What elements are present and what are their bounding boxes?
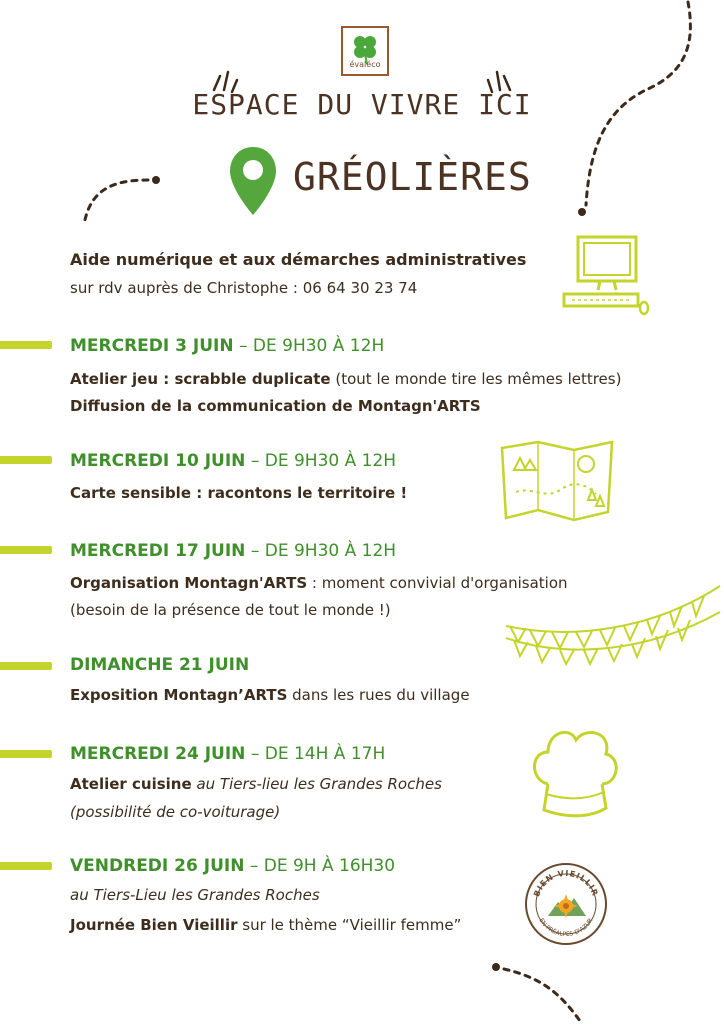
event-detail: (tout le monde tire les mêmes lettres) [330, 370, 622, 388]
section-marker [0, 456, 52, 464]
event-separator: – [245, 541, 265, 561]
event-hours: DE 9H À 16H30 [263, 856, 396, 876]
intro-contact: sur rdv auprès de Christophe : 06 64 30 23 74 [70, 279, 418, 297]
badge-bottom-text: EN PRÉALPES D'AZUR [537, 917, 595, 939]
event-header [70, 541, 396, 561]
location-pin-icon [228, 145, 278, 217]
chef-hat-icon [526, 722, 622, 822]
event-hours: DE 9H30 À 12H [252, 336, 385, 356]
section-marker [0, 341, 52, 349]
event-header [70, 451, 396, 471]
event-detail: dans les rues du village [287, 686, 470, 704]
event-line [70, 601, 391, 619]
event-separator: – [244, 856, 264, 876]
event-header [70, 336, 384, 356]
event-hours: DE 14H À 17H [264, 744, 386, 764]
event-header [70, 655, 249, 675]
event-activity: Atelier cuisine [70, 775, 192, 793]
event-separator: – [233, 336, 253, 356]
map-icon [496, 436, 618, 524]
event-date: MERCREDI 3 JUIN [70, 336, 234, 356]
event-separator: – [245, 744, 265, 764]
computer-icon [560, 232, 650, 320]
event-date: MERCREDI 17 JUIN [70, 541, 246, 561]
event-line [70, 484, 407, 502]
dotted-trail-left [70, 170, 170, 240]
event-line [70, 686, 470, 704]
event-line [70, 803, 280, 821]
event-activity: Carte sensible : racontons le territoire ! [70, 484, 408, 502]
event-location: au Tiers-Lieu les Grandes Roches [70, 886, 320, 904]
badge-top-text: BIEN VIEILLIR [532, 868, 600, 898]
event-activity: Organisation Montagn'ARTS [70, 574, 308, 592]
event-date: DIMANCHE 21 JUIN [70, 655, 250, 675]
section-marker [0, 750, 52, 758]
bien-vieillir-badge-icon [524, 862, 608, 946]
event-header [70, 856, 395, 876]
page-title: ESPACE DU VIVRE ICI [192, 88, 532, 121]
event-line [70, 370, 621, 388]
event-detail: (possibilité de co-voiturage) [70, 803, 281, 821]
town-name: GRÉOLIÈRES [293, 155, 532, 199]
event-detail: : moment convivial d'organisation [307, 574, 568, 592]
event-line [70, 916, 461, 934]
event-line [70, 397, 481, 415]
section-marker [0, 546, 52, 554]
event-activity: Exposition Montagn’ARTS [70, 686, 288, 704]
event-date: MERCREDI 24 JUIN [70, 744, 246, 764]
event-detail: sur le thème “Vieillir femme” [237, 916, 462, 934]
event-activity: Journée Bien Vieillir [70, 916, 238, 934]
event-date: MERCREDI 10 JUIN [70, 451, 246, 471]
event-detail: (besoin de la présence de tout le monde !) [70, 601, 391, 619]
event-hours: DE 9H30 À 12H [264, 451, 397, 471]
event-activity: Atelier jeu : scrabble duplicate [70, 370, 331, 388]
section-marker [0, 662, 52, 670]
event-separator: – [245, 451, 265, 471]
dotted-trail-bottom [488, 955, 598, 1024]
event-hours: DE 9H30 À 12H [264, 541, 397, 561]
event-line [70, 574, 568, 592]
event-line [70, 886, 320, 904]
section-marker [0, 862, 52, 870]
intro-service: Aide numérique et aux démarches administratives [70, 250, 527, 269]
event-date: VENDREDI 26 JUIN [70, 856, 245, 876]
event-header [70, 744, 385, 764]
event-location: au Tiers-lieu les Grandes Roches [191, 775, 442, 793]
logo-text: évaléco [349, 60, 381, 69]
bunting-icon [502, 578, 724, 678]
event-line [70, 775, 442, 793]
event-activity: Diffusion de la communication de Montagn'ARTS [70, 397, 481, 415]
